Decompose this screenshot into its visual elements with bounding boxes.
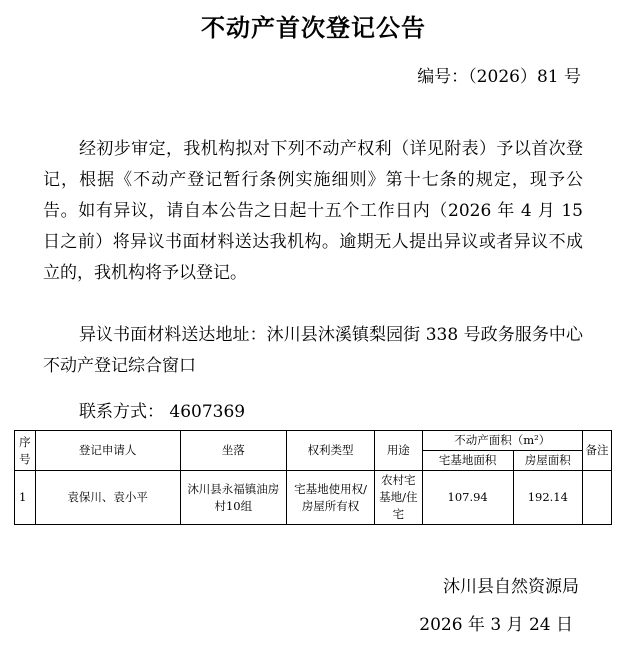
document-number: 编号：（2026）81 号 — [417, 67, 581, 87]
annex-table — [14, 430, 612, 525]
table-header-row — [15, 431, 612, 451]
cell-remarks — [582, 471, 611, 525]
header-seq: 序号 — [15, 431, 36, 471]
header-house-area: 房屋面积 — [513, 451, 582, 471]
issuing-authority: 沐川县自然资源局 — [443, 577, 579, 597]
notice-body-paragraph: 经初步审定，我机构拟对下列不动产权利（详见附表）予以首次登记，根据《不动产登记暂行条例实施细则》第十七条的规定，现予公告。如有异议，请自本公告之日起十五个工作日内（2026 年 4 月 15 日之前）将异议书面材料送达我机构。逾期无人提出异议或者异议不成立的，我机构将予以登记。 — [43, 139, 583, 283]
header-usage: 用途 — [375, 431, 423, 471]
cell-location: 沐川县永福镇油房村10组 — [180, 471, 287, 525]
cell-applicant: 袁保川、袁小平 — [35, 471, 180, 525]
cell-land-area: 107.94 — [422, 471, 513, 525]
header-location: 坐落 — [180, 431, 287, 471]
contact-info: 联系方式： 4607369 — [79, 402, 246, 422]
cell-house-area: 192.14 — [513, 471, 582, 525]
table-row — [15, 471, 612, 525]
header-land-area: 宅基地面积 — [422, 451, 513, 471]
issue-date: 2026 年 3 月 24 日 — [419, 615, 573, 635]
cell-right-type: 宅基地使用权/房屋所有权 — [287, 471, 375, 525]
header-remarks: 备注 — [582, 431, 611, 471]
header-right-type: 权利类型 — [287, 431, 375, 471]
notice-title: 不动产首次登记公告 — [201, 14, 426, 42]
objection-address-paragraph: 异议书面材料送达地址：沐川县沐溪镇梨园街 338 号政务服务中心不动产登记综合窗口 — [43, 325, 583, 376]
cell-seq: 1 — [15, 471, 36, 525]
cell-usage: 农村宅基地/住宅 — [375, 471, 423, 525]
header-area-group: 不动产面积（m²） — [422, 431, 582, 451]
header-applicant: 登记申请人 — [35, 431, 180, 471]
